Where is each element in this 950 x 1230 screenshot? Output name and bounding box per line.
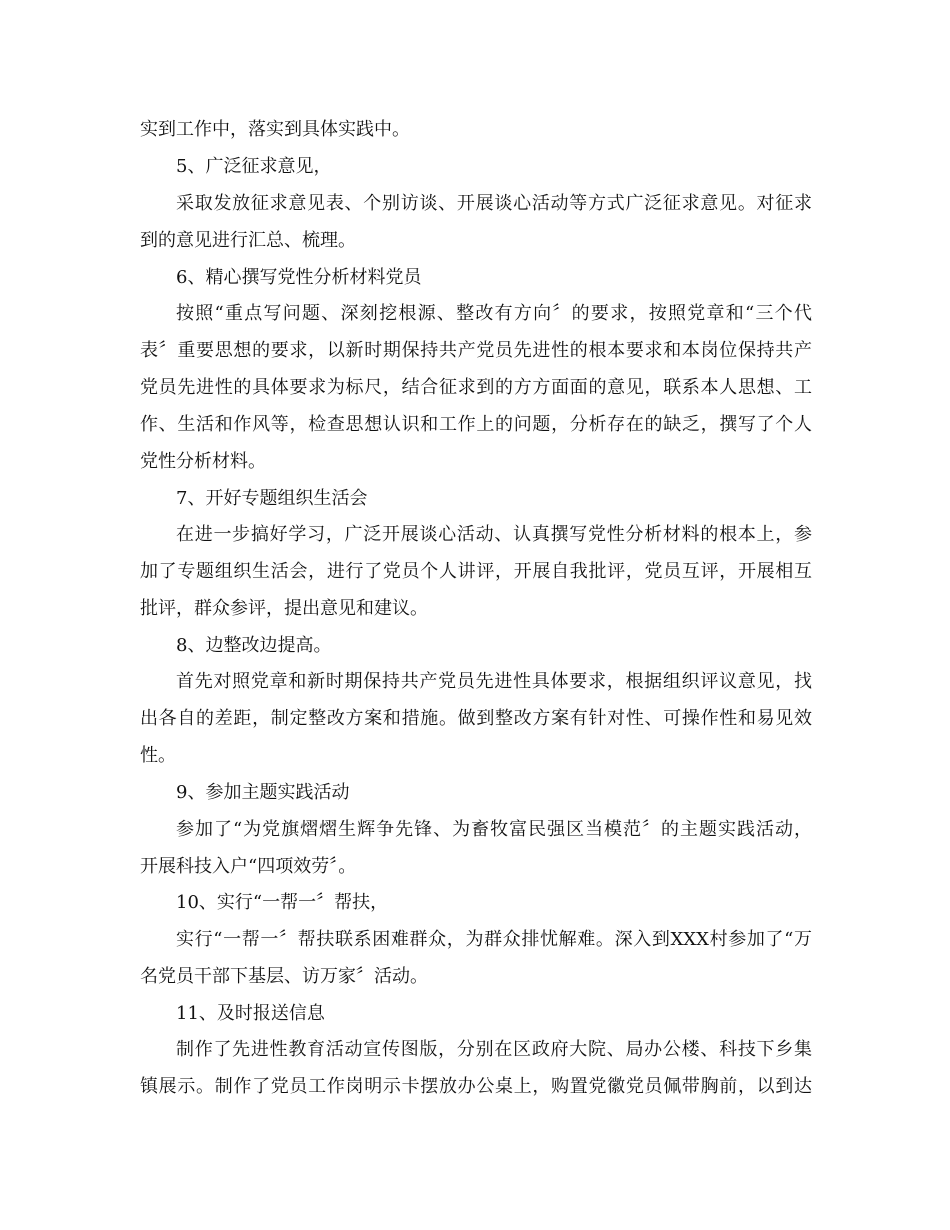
section-heading-8: 8、边整改边提高。 [176, 635, 332, 656]
text-line: 作、生活和作风等，检查思想认识和工作上的问题，分析存在的缺乏，撰写了个人 [140, 414, 812, 435]
section-heading-5: 5、广泛征求意见， [176, 156, 332, 177]
text-line: 批评，群众参评，提出意见和建议。 [140, 598, 428, 619]
text-line: 在进一步搞好学习，广泛开展谈心活动、认真撰写党性分析材料的根本上，参 [176, 524, 812, 545]
text-line: 实到工作中，落实到具体实践中。 [140, 119, 410, 140]
text-line: 加了专题组织生活会，进行了党员个人讲评，开展自我批评，党员互评，开展相互 [140, 561, 812, 582]
section-heading-11: 11、及时报送信息 [176, 1003, 325, 1024]
section-heading-10: 10、实行“一帮一〞帮扶， [176, 892, 389, 913]
text-line: 首先对照党章和新时期保持共产党员先进性具体要求，根据组织评议意见，找 [176, 671, 812, 692]
section-heading-7: 7、开好专题组织生活会 [176, 488, 368, 509]
section-heading-9: 9、参加主题实践活动 [176, 782, 350, 803]
text-line: 按照“重点写问题、深刻挖根源、整改有方向〞的要求，按照党章和“三个代 [176, 303, 812, 324]
text-line: 性。 [140, 745, 176, 766]
section-heading-6: 6、精心撰写党性分析材料党员 [176, 267, 422, 288]
text-line: 参加了“为党旗熠熠生辉争先锋、为畜牧富民强区当模范〞的主题实践活动， [176, 819, 812, 840]
text-line: 党性分析材料。 [140, 451, 266, 472]
text-line: 党员先进性的具体要求为标尺，结合征求到的方方面面的意见，联系本人思想、工 [140, 377, 812, 398]
document-page [140, 0, 812, 1230]
text-line: 开展科技入户“四项效劳〞。 [140, 856, 357, 877]
text-line: 名党员干部下基层、访万家〞活动。 [140, 966, 428, 987]
text-line: 实行“一帮一〞帮扶联系困难群众，为群众排忧解难。深入到XXX村参加了“万 [176, 929, 812, 950]
text-line: 采取发放征求意见表、个别访谈、开展谈心活动等方式广泛征求意见。对征求 [176, 193, 812, 214]
text-line: 到的意见进行汇总、梳理。 [140, 230, 356, 251]
text-line: 制作了先进性教育活动宣传图版，分别在区政府大院、局办公楼、科技下乡集 [176, 1039, 812, 1060]
text-line: 镇展示。制作了党员工作岗明示卡摆放办公桌上，购置党徽党员佩带胸前，以到达 [140, 1076, 812, 1097]
text-line: 出各自的差距，制定整改方案和措施。做到整改方案有针对性、可操作性和易见效 [140, 708, 812, 729]
text-line: 表〞重要思想的要求，以新时期保持共产党员先进性的根本要求和本岗位保持共产 [140, 340, 812, 361]
